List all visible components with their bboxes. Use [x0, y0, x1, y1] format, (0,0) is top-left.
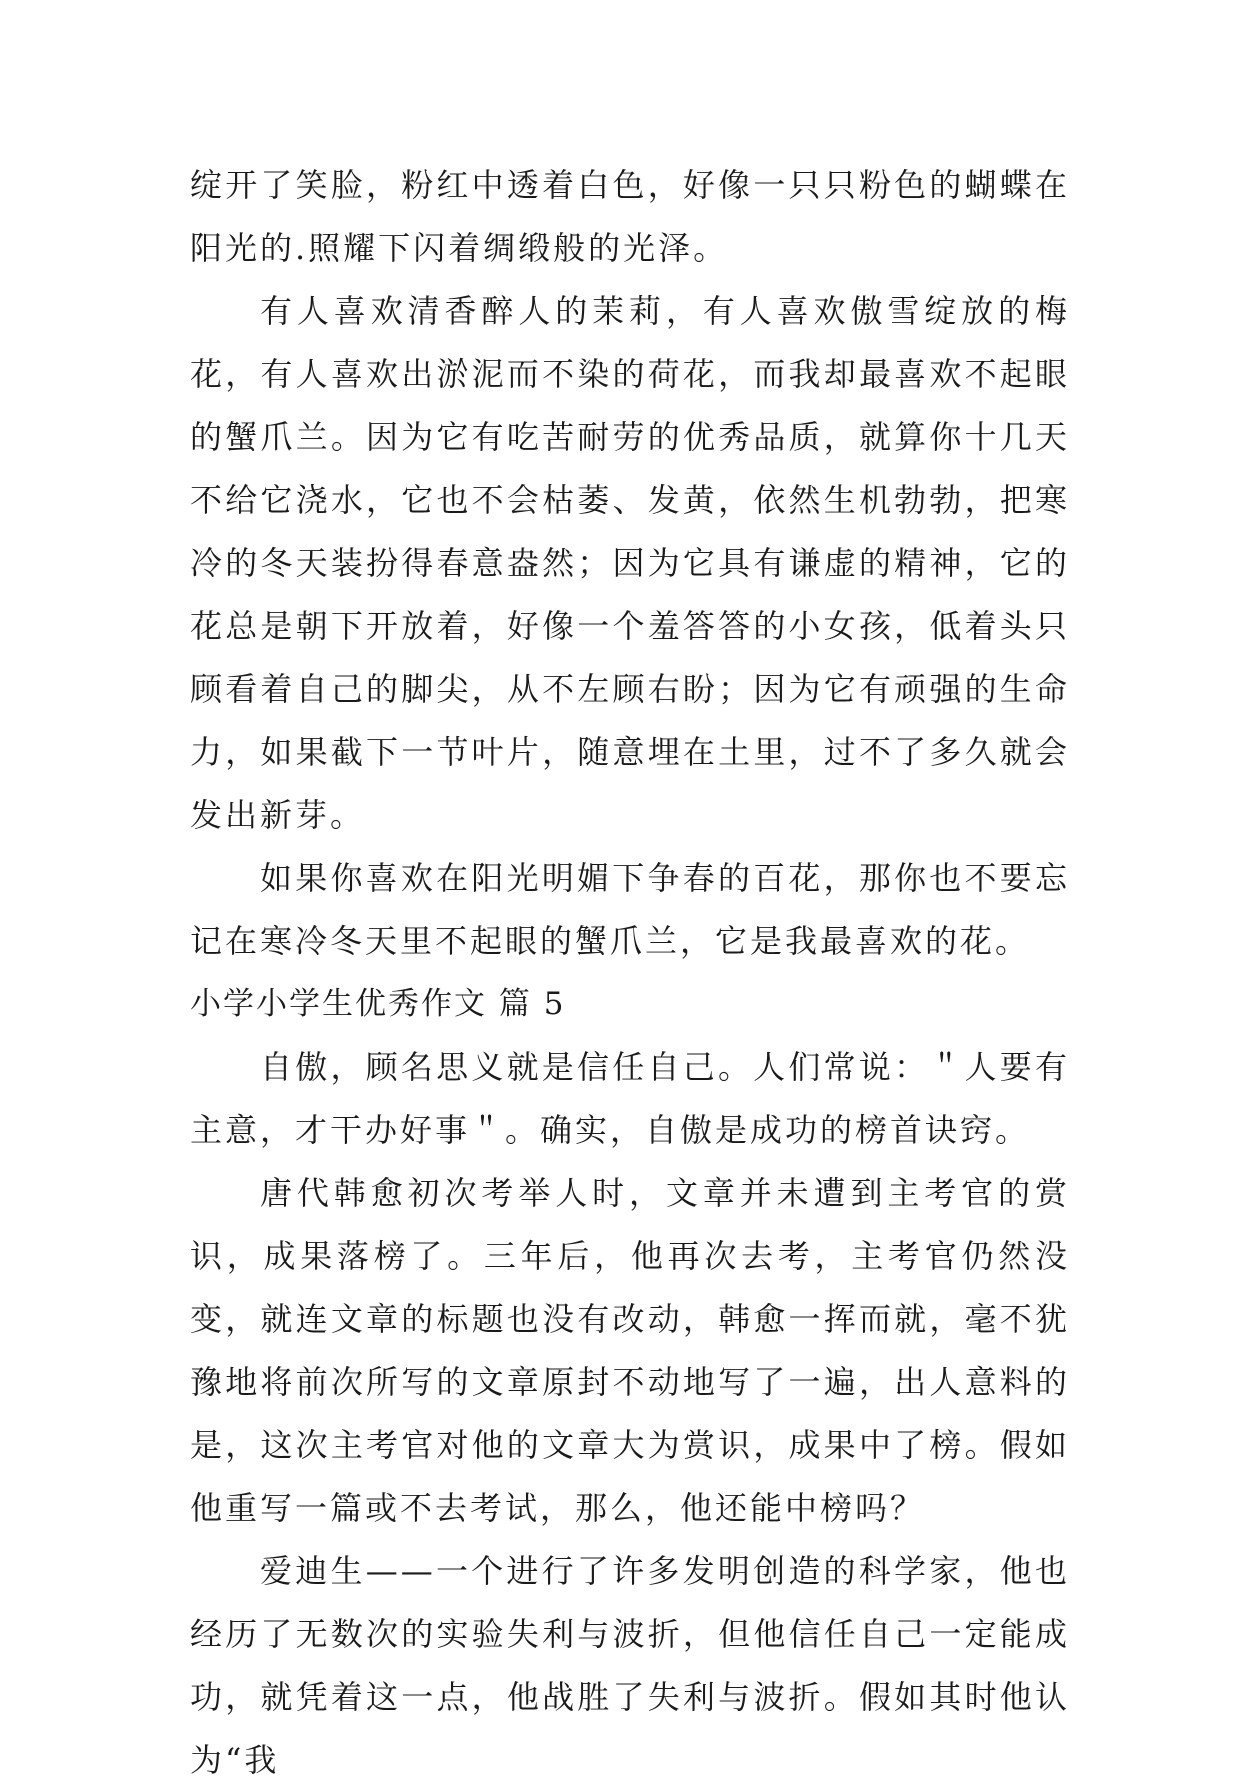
section-heading: 小学小学生优秀作文 篇 5 — [190, 986, 566, 1022]
paragraph-6: 爱迪生——一个进行了许多发明创造的科学家，他也经历了无数次的实验失利与波折，但他信任自己一定能成功，就凭着这一点，他战胜了失利与波折。假如其时他认为“我 — [190, 1552, 1070, 1779]
paragraph-3: 如果你喜欢在阳光明媚下争春的百花，那你也不要忘记在寒冷冬天里不起眼的蟹爪兰，它是我最喜欢的花。 — [190, 859, 1070, 960]
paragraph-5: 唐代韩愈初次考举人时，文章并未遭到主考官的赏识，成果落榜了。三年后，他再次去考，主考官仍然没变，就连文章的标题也没有改动，韩愈一挥而就，毫不犹豫地将前次所写的文章原封不动地写了一遍，出人意料的是，这次主考官对他的文章大为赏识，成果中了榜。假如他重写一篇或不去考试，那么，他还能中榜吗？ — [190, 1174, 1070, 1527]
paragraph-4: 自傲，顾名思义就是信任自己。人们常说：＂人要有主意，才干办好事＂。确实，自傲是成功的榜首诀窍。 — [190, 1048, 1070, 1149]
essay-text-block — [190, 154, 1070, 1792]
paragraph-1: 绽开了笑脸，粉红中透着白色，好像一只只粉色的蝴蝶在阳光的.照耀下闪着绸缎般的光泽。 — [190, 166, 1070, 267]
paragraph-2: 有人喜欢清香醉人的茉莉，有人喜欢傲雪绽放的梅花，有人喜欢出淤泥而不染的荷花，而我却最喜欢不起眼的蟹爪兰。因为它有吃苦耐劳的优秀品质，就算你十几天不给它浇水，它也不会枯萎、发黄，依然生机勃勃，把寒冷的冬天装扮得春意盎然；因为它具有谦虚的精神，它的花总是朝下开放着，好像一个羞答答的小女孩，低着头只顾看着自己的脚尖，从不左顾右盼；因为它有顽强的生命力，如果截下一节叶片，随意埋在土里，过不了多久就会发出新芽。 — [190, 292, 1070, 834]
